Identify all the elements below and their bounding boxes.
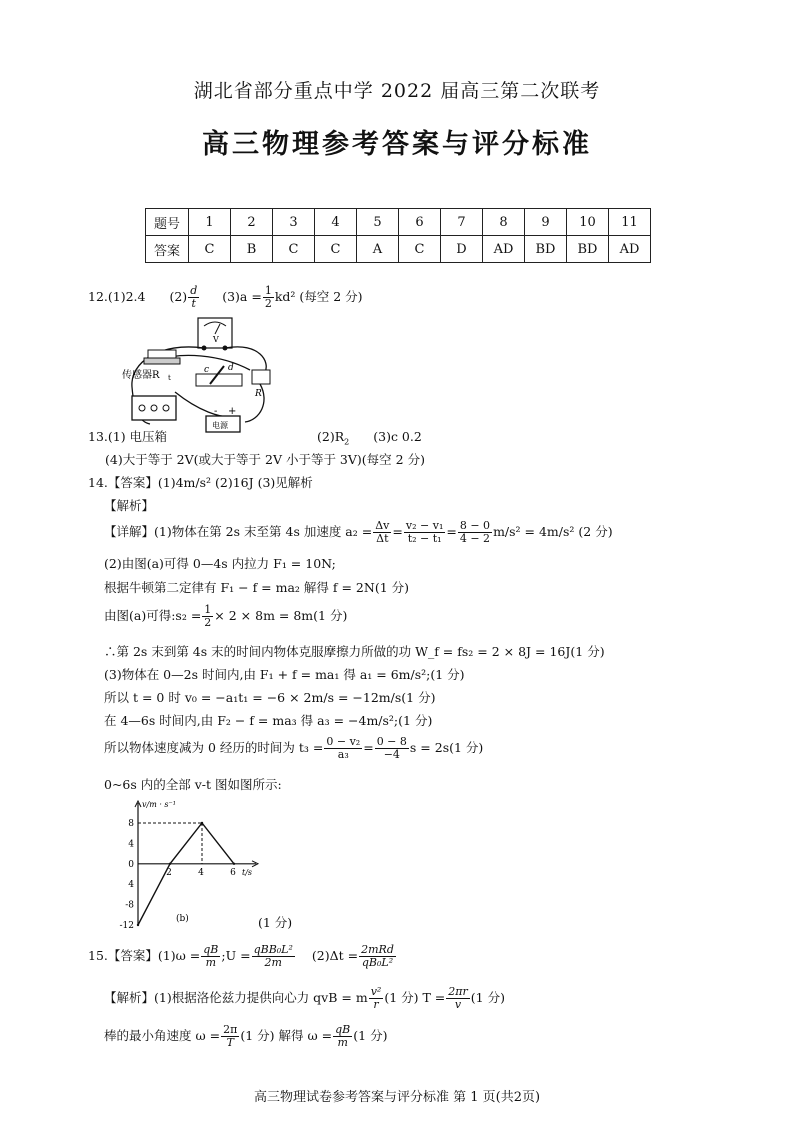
svg-text:t: t (168, 374, 171, 382)
y-tick-label: -12 (119, 921, 134, 931)
question-number-cell: 3 (273, 209, 315, 236)
table-row (146, 209, 651, 236)
question-number-cell: 7 (441, 209, 483, 236)
y-tick-label: 0 (128, 859, 134, 870)
vt-chart (108, 795, 268, 933)
answer-cell: AD (483, 236, 525, 263)
answer-table (145, 208, 651, 263)
q14-line-2: (2)由图(a)可得 0—4s 内拉力 F₁ = 10N; (104, 556, 336, 571)
q14-answer: 14.【答案】(1)4m/s² (2)16J (3)见解析 (88, 475, 313, 490)
chart-caption: (b) (176, 914, 189, 924)
data-point (201, 822, 203, 824)
table-header-cell: 题号 (146, 209, 189, 236)
series-line (138, 823, 234, 925)
y-tick-label: 4 (128, 839, 134, 850)
circuit-diagram (120, 312, 280, 436)
table-row (146, 236, 651, 263)
page-title: 高三物理参考答案与评分标准 (202, 129, 592, 160)
sensor-label: 传感器R (122, 370, 160, 381)
y-axis-label: v/m · s⁻¹ (142, 800, 176, 809)
q15-analysis-1: 【解析】(1)根据洛伦兹力提供向心力 qvB = m $\frac{\text{v²}}{r}$ (1 分) T = $\frac{2\pi r}{v}$ (1 分) (104, 985, 505, 1011)
x-tick-label: 6 (230, 867, 236, 878)
fraction: $\frac{d}{t}$ (190, 284, 198, 310)
sensor-resistor (122, 350, 180, 382)
q14-analysis-label: 【解析】 (104, 498, 155, 513)
voltmeter-label: V (213, 335, 219, 344)
answer-cell: AD (609, 236, 651, 263)
svg-text:+: + (228, 406, 237, 417)
switch-c-label: c (204, 365, 210, 375)
q14-line-6: (3)物体在 0—2s 时间内,由 F₁ + f = ma₁ 得 a₁ = 6m/s²;(1 分) (104, 667, 465, 682)
source-label: 电源 (212, 421, 228, 430)
q15-analysis-2: 棒的最小角速度 ω = $\frac{2\pi}{T}$ (1 分) 解得 ω = $\frac{qB}{m}$ (1 分) (104, 1023, 388, 1049)
q15-answer: 15.【答案】(1)ω = $\frac{qB}{m}$ ;U = $\frac{\text{qBB₀L²}}{2m}$ (2)Δt = $\frac{\text{2mRd}}{\text{qB₀L²}}$ (88, 943, 394, 969)
q14-line-3: 根据牛顿第二定律有 F₁ − f = ma₂ 解得 f = 2N(1 分) (104, 580, 410, 595)
answer-cell: C (315, 236, 357, 263)
page-footer: 高三物理试卷参考答案与评分标准 第 1 页(共2页) (253, 1090, 541, 1105)
x-tick-label: 2 (166, 867, 172, 878)
question-number-cell: 10 (567, 209, 609, 236)
question-number-cell: 9 (525, 209, 567, 236)
answer-cell: C (273, 236, 315, 263)
resistance-box (132, 396, 176, 420)
y-tick-label: 8 (128, 819, 134, 829)
question-number-cell: 8 (483, 209, 525, 236)
q14-line-8: 在 4—6s 时间内,由 F₂ − f = ma₃ 得 a₃ = −4m/s²;(1 分) (104, 713, 433, 728)
switch-d-label: d (228, 363, 234, 373)
voltmeter (198, 318, 232, 351)
resistor-r (252, 370, 270, 399)
y-tick-label: 4 (128, 880, 134, 891)
question-number-cell: 1 (189, 209, 231, 236)
table-header-cell: 答案 (146, 236, 189, 263)
q14-detail-1: 【详解】(1)物体在第 2s 末至第 4s 加速度 a₂ = $\frac{\Delta v}{\Delta t}$ = $\frac{\text{v₂ − v₁}}{\text{t₂ − t₁}}$ = $\frac{8 - 0}{4 - 2}$ m/s² = 4m/s² (2 分) (104, 519, 613, 545)
answer-cell: BD (567, 236, 609, 263)
q14-line-4: 由图(a)可得:s₂ = $\frac{1}{2}$ × 2 × 8m = 8m(1 分) (104, 603, 348, 629)
q14-line-10: 0~6s 内的全部 v-t 图如图所示: (104, 777, 282, 792)
question-number-cell: 4 (315, 209, 357, 236)
switch (196, 363, 242, 386)
y-tick-label: -8 (125, 900, 134, 911)
answer-cell: B (231, 236, 273, 263)
question-number-cell: 6 (399, 209, 441, 236)
answer-cell: C (189, 236, 231, 263)
data-point (169, 863, 171, 865)
answer-cell: D (441, 236, 483, 263)
answer-cell: BD (525, 236, 567, 263)
fraction: $\frac{1}{2}$ (264, 284, 272, 310)
q13-line1: 13.(1) 电压箱 $(2)R_2$ (3)c 0.2 (88, 429, 422, 447)
q14-line-7: 所以 t = 0 时 v₀ = −a₁t₁ = −6 × 2m/s = −12m/s(1 分) (104, 690, 436, 705)
question-number-cell: 2 (231, 209, 273, 236)
q14-line-9: 所以物体速度减为 0 经历的时间为 t₃ = $\frac{\text{0 − v₂}}{\text{a₃}}$ = $\frac{0 - 8}{-4}$ s = 2s(1 分) (104, 735, 484, 761)
x-tick-label: 4 (198, 867, 204, 878)
x-axis-label: t/s (242, 867, 253, 877)
question-number-cell: 5 (357, 209, 399, 236)
answer-cell: C (399, 236, 441, 263)
data-point (137, 924, 139, 926)
question-number-cell: 11 (609, 209, 651, 236)
q13-line2: (4)大于等于 2V(或大于等于 2V 小于等于 3V)(每空 2 分) (105, 452, 425, 467)
q14-line-5: ∴第 2s 末到第 4s 末的时间内物体克服摩擦力所做的功 W_f = fs₂ = 2 × 8J = 16J(1 分) (104, 644, 605, 659)
data-point (233, 863, 235, 865)
graph-score: (1 分) (258, 915, 293, 930)
svg-text:-: - (214, 406, 218, 417)
resistor-label: R (255, 389, 262, 399)
exam-title: 湖北省部分重点中学 2022 届高三第二次联考 (193, 80, 601, 102)
q12-answer: 12.(1)2.4 (2) $\frac{d}{t}$ (3)a = $\frac{1}{2}$ kd² (每空 2 分) (88, 284, 363, 310)
answer-cell: A (357, 236, 399, 263)
